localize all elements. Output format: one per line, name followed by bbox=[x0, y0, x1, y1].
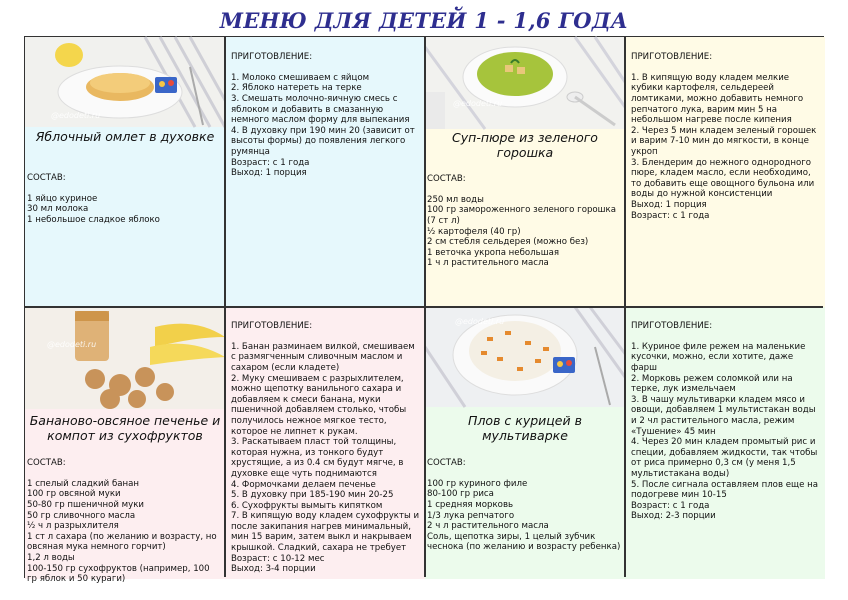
recipe-4-ingredients-label: СОСТАВ: bbox=[427, 457, 466, 468]
recipe-2-ingredients bbox=[425, 163, 625, 280]
recipe-3-photo bbox=[25, 307, 225, 409]
recipe-2-ingredients-label: СОСТАВ: bbox=[427, 173, 466, 184]
recipe-3-steps-text: 1. Банан разминаем вилкой, смешиваем с размягченным сливочным маслом и сахаром (если кладете) 2. Муку смешиваем с разрыхлителем, можно щепотку ванильного сахара и добавляем к смеси банана, муки пшеничной добавляем столько, чтобы получилось нежное мягкое тесто, которое не липнет к рукам. 3. Раскатываем пласт той толщины, которая нужна, из тонкого будут хрустящие, а из 0.4 см будут мягче, в духовке еще чуть поднимаются 4. Формочками делаем печенье 5. В духовку при 185-190 мин 20-25 6. Сухофрукты вымыть кипятком 7. В кипящую воду кладем сухофрукты и после закипания нагрев минимальный, мин 15 варим, затем выкл и накрываем крышкой. Сладкий, сахара не требует Возраст: с 10-12 мес Выход: 3-4 порции bbox=[231, 341, 420, 575]
recipe-3-ingredients bbox=[25, 447, 225, 595]
pea-soup-illustration bbox=[425, 37, 625, 129]
recipe-1-ingredients-list: 1 яйцо куриное 30 мл молока 1 небольшое сладкое яблоко bbox=[27, 193, 160, 225]
recipe-3-steps bbox=[225, 307, 425, 579]
recipe-3-name: Бананово-овсяное печенье и компот из сухофруктов bbox=[29, 413, 221, 443]
recipe-4-ingredients bbox=[425, 447, 625, 564]
recipe-4-ingredients-list: 100 гр куриного филе 80-100 гр риса 1 средняя морковь 1/3 лука репчатого 2 ч л растительного масла Соль, щепотка зиры, 1 целый зубчик чеснока (по желанию и возрасту ребенка) bbox=[427, 478, 621, 553]
recipe-4-photo bbox=[425, 307, 625, 407]
recipe-3-ingredients-list: 1 спелый сладкий банан 100 гр овсяной муки 50-80 гр пшеничной муки 50 гр сливочного масла ½ ч л разрыхлителя 1 ст л сахара (по желанию и возрасту, но овсяная мука немного горчит) 1,2 л воды 100-150 гр сухофруктов (например, 100 гр яблок и 50 кураги) bbox=[27, 478, 217, 585]
recipe-1-photo bbox=[25, 37, 225, 127]
recipe-2-steps-label: ПРИГОТОВЛЕНИЕ: bbox=[631, 51, 713, 62]
cookies-illustration bbox=[25, 307, 225, 409]
recipe-4-steps bbox=[625, 307, 825, 579]
recipe-1-ingredients bbox=[25, 162, 225, 236]
recipe-4-name: Плов с курицей в мультиварке bbox=[468, 413, 582, 443]
grid-divider bbox=[25, 306, 823, 308]
recipe-1-info bbox=[25, 37, 225, 307]
recipe-2-name: Суп-пюре из зеленого горошка bbox=[452, 130, 598, 160]
menu-grid bbox=[24, 36, 824, 585]
photo-watermark: @edodeti.ru bbox=[51, 111, 101, 120]
page-title: МЕНЮ ДЛЯ ДЕТЕЙ 1 - 1,6 ГОДА bbox=[219, 8, 629, 33]
recipe-4-steps-text: 1. Куриное филе режем на маленькие кусочки, можно, если хотите, даже фарш 2. Морковь режем соломкой или на терке, лук измельчаем 3. В чашу мультиварки кладем мясо и овощи, добавляем 1 мультистакан воды и 2 чл растительного масла, режим «Тушение» 45 мин 4. Через 20 мин кладем промытый рис и специи, добавляем жидкости, так чтобы от риса примерно 0,3 см (у меня 1,5 мультистакана воды) 5. После сигнала оставляем плов еще на подогреве мин 10-15 Возраст: с 1 года Выход: 2-3 порции bbox=[631, 341, 819, 522]
photo-watermark: @edodeti.ru bbox=[455, 317, 505, 326]
recipe-1-name: Яблочный омлет в духовке bbox=[35, 129, 215, 144]
recipe-4-steps-label: ПРИГОТОВЛЕНИЕ: bbox=[631, 320, 713, 331]
recipe-2-info bbox=[425, 37, 625, 307]
recipe-3-steps-label: ПРИГОТОВЛЕНИЕ: bbox=[231, 320, 313, 331]
recipe-1-ingredients-label: СОСТАВ: bbox=[27, 172, 66, 183]
recipe-2-steps bbox=[625, 37, 825, 307]
recipe-1-steps-text: 1. Молоко смешиваем с яйцом 2. Яблоко натереть на терке 3. Смешать молочно-яичную смесь с яблоком и добавить в смазанную немного маслом форму для выпекания 4. В духовку при 190 мин 20 (зависит от высоты формы) до появления легкого румянца Возраст: с 1 года Выход: 1 порция bbox=[231, 72, 415, 179]
photo-watermark: @edodeti.ru bbox=[47, 340, 97, 349]
recipe-3-info bbox=[25, 307, 225, 585]
recipe-2-ingredients-list: 250 мл воды 100 гр замороженного зеленого горошка (7 ст л) ½ картофеля (40 гр) 2 см стебля сельдерея (можно без) 1 веточка укропа небольшая 1 ч л растительного масла bbox=[427, 194, 616, 269]
recipe-2-photo bbox=[425, 37, 625, 129]
photo-watermark: @edodeti.ru bbox=[453, 99, 503, 108]
recipe-3-ingredients-label: СОСТАВ: bbox=[27, 457, 66, 468]
recipe-2-steps-text: 1. В кипящую воду кладем мелкие кубики картофеля, сельдереей ломтиками, можно добавить немного репчатого лука, варим мин 5 на небольшом нагреве после кипения 2. Через 5 мин кладем зеленый горошек и варим 7-10 мин до мягкости, в конце укроп 3. Блендерим до нежного однородного пюре, кладем масло, если необходимо, то добавить еще овощного бульона или воды до нужной консистенции Выход: 1 порция Возраст: с 1 года bbox=[631, 72, 817, 221]
recipe-1-steps bbox=[225, 37, 425, 307]
recipe-4-info bbox=[425, 307, 625, 579]
recipe-1-steps-label: ПРИГОТОВЛЕНИЕ: bbox=[231, 51, 313, 62]
